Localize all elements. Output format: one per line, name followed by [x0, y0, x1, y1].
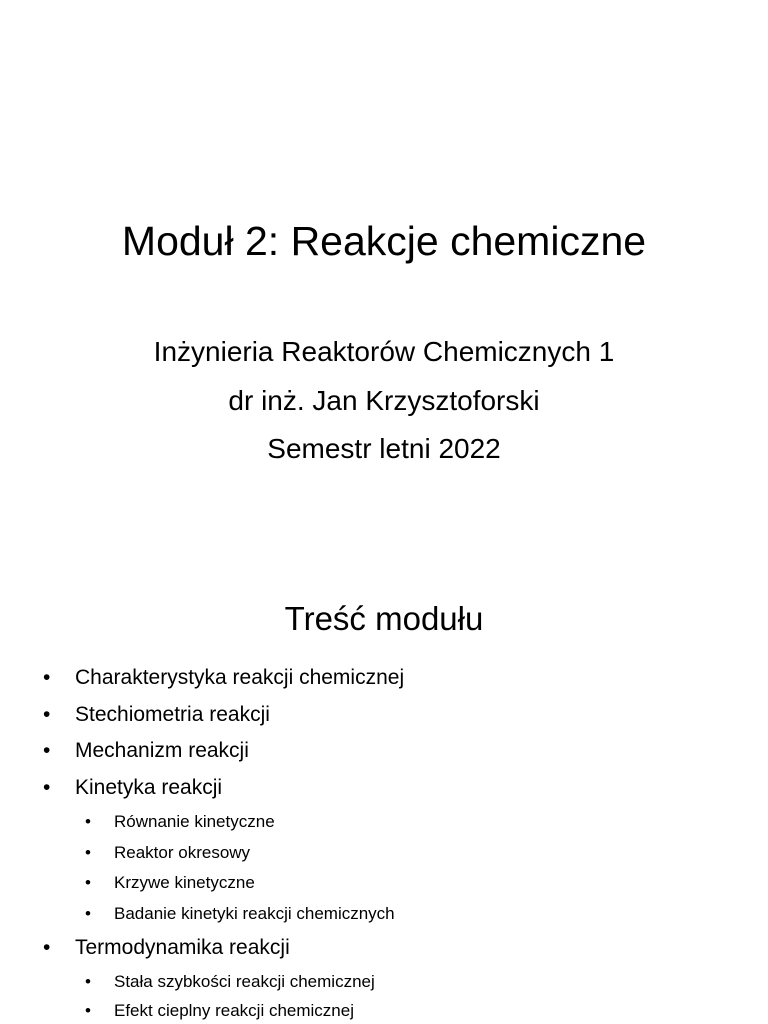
list-subitem-text: Badanie kinetyki reakcji chemicznych — [114, 904, 395, 923]
slide-title: Moduł 2: Reakcje chemiczne — [121, 218, 647, 264]
bullet-dot: • — [43, 776, 51, 799]
list-item-text: Mechanizm reakcji — [75, 739, 249, 762]
subtitle-semester: Semestr letni 2022 — [267, 433, 501, 464]
bullet-dot: • — [85, 812, 91, 831]
bullet-dot: • — [85, 843, 91, 862]
list-subitem-text: Reaktor okresowy — [114, 843, 251, 862]
contents-heading: Treść modułu — [284, 600, 484, 637]
list-item-text: Kinetyka reakcji — [75, 776, 223, 799]
subtitle-author: dr inż. Jan Krzysztoforski — [228, 385, 540, 416]
bullet-dot: • — [43, 936, 51, 959]
bullet-dot: • — [43, 739, 51, 762]
list-item-text: Charakterystyka reakcji chemicznej — [75, 666, 405, 689]
bullet-dot: • — [43, 703, 51, 726]
list-item-text: Stechiometria reakcji — [75, 703, 270, 726]
bullet-dot: • — [43, 666, 51, 689]
list-subitem-text: Równanie kinetyczne — [114, 812, 275, 831]
list-item-text: Termodynamika reakcji — [75, 936, 290, 959]
bullet-dot: • — [85, 972, 91, 991]
bullet-dot: • — [85, 873, 91, 892]
list-subitem-text: Krzywe kinetyczne — [114, 873, 255, 892]
list-subitem-text: Stała szybkości reakcji chemicznej — [114, 972, 375, 991]
bullet-dot: • — [85, 1001, 91, 1020]
subtitle-course: Inżynieria Reaktorów Chemicznych 1 — [153, 336, 615, 367]
list-subitem-text: Efekt cieplny reakcji chemicznej — [114, 1001, 354, 1020]
bullet-dot: • — [85, 904, 91, 923]
